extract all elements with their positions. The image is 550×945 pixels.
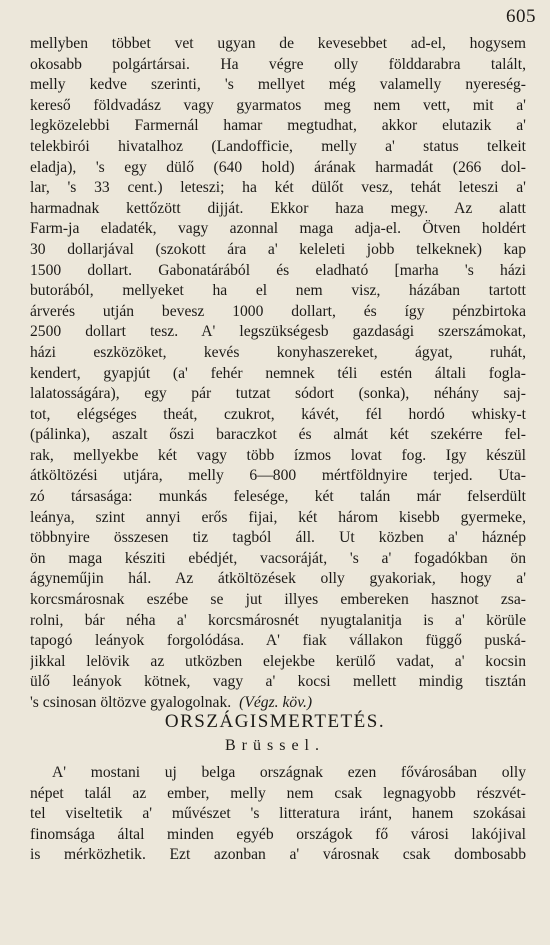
text-line: melly kedve szerinti, 's mellyet még valamelly nyereség-: [30, 76, 526, 94]
text-line: jikkal lelövik az utközben elejekbe kerülő vadat, a' kocsin: [30, 652, 526, 670]
text-line: rolni, bár néha a' korcsmárosnét nyugtalanitja is a' körüle: [30, 611, 526, 629]
text-line: okosabb polgártársai. Ha végre olly földdarabra talált,: [30, 55, 526, 73]
text-line: kereső földvadász vagy gyarmatos meg nem vett, mit a': [30, 96, 526, 114]
text-line: korcsmárosnak eszébe se jut illyes embereken hasznot zsa-: [30, 591, 526, 609]
text-line: ágyneműjin hál. Az átköltözések olly gyakoriak, hogy a': [30, 570, 526, 588]
text-line: lar, 's 33 cent.) leteszi; ha két dülőt vesz, tehát leteszi a': [30, 179, 526, 197]
last-line-text: 's csinosan öltözve gyalogolnak.: [30, 694, 232, 711]
text-line: (pálinka), aszalt őszi baraczkot és almát két szekérre fel-: [30, 426, 526, 444]
text-line: zó társasága: munkás felesége, két talán már felserdült: [30, 488, 526, 506]
text-line: kendert, gyapjút (a' fehér nemnek téli estén általi fogla-: [30, 364, 526, 382]
text-line: népet talál az ember, melly nem csak legnagyobb részvét-: [30, 784, 526, 802]
text-line: finomsága által minden egyéb országok fő városi lakójival: [30, 825, 526, 843]
text-line: butorából, mellyeket ha el nem visz, házában tartott: [30, 282, 526, 300]
text-line: ön maga késziti ebédjét, vacsoráját, 's a' fogadókban ön: [30, 549, 526, 567]
paragraph-brussels: [30, 763, 526, 866]
text-line: tapogó leányok forgolódása. A' fiak vállakon függő puská-: [30, 632, 526, 650]
text-line: Farm-ja eladaték, vagy azonnal maga adja-el. Ötven holdért: [30, 220, 526, 238]
page-number: 605: [506, 6, 536, 27]
text-line: legközelebbi Farmernál hamar megtudhat, akkor elutazik a': [30, 117, 526, 135]
text-line: árverés utján bevesz 1000 dollart, és így pénzbirtoka: [30, 302, 526, 320]
text-line: harmadnak kettőzött dijját. Ekkor haza megy. Az alatt: [30, 199, 526, 217]
paragraph-farmer-migration: [30, 34, 526, 714]
text-line: házi eszközöket, kevés konyhaszereket, ágyat, ruhát,: [30, 343, 526, 361]
section-subheading: Brüssel.: [225, 737, 325, 754]
text-line: tel viseltetik a' művészet 's litteratura iránt, hanem szokásai: [30, 805, 526, 823]
text-line: 2500 dollart tesz. A' legszükségesb gazdasági szerszámokat,: [30, 323, 526, 341]
text-line: lalatosságára), egy pár tutzat sódort (sonka), néhány saj-: [30, 385, 526, 403]
text-line: 1500 dollart. Gabonatárából és eladható [marha 's házi: [30, 261, 526, 279]
text-line: tot, elégséges theát, czukrot, kávét, fél hordó whisky-t: [30, 405, 526, 423]
text-line: többnyire összesen tiz tagból áll. Ut közben a' háznép: [30, 529, 526, 547]
text-line: mellyben többet vet ugyan de kevesebbet ad-el, hogysem: [30, 35, 526, 52]
text-line: ülő leányok kötnek, vagy a' kocsi mellett mindig tisztán: [30, 673, 526, 691]
section-heading: ORSZÁGISMERTETÉS.: [164, 711, 386, 732]
continuation-note: (Végz. köv.): [239, 694, 313, 711]
text-line: átköltözési utjára, melly 6—800 mértföldnyire terjed. Uta-: [30, 467, 526, 485]
text-line: A' mostani uj belga országnak ezen fővárosában olly: [52, 764, 526, 781]
text-line: 30 dollarjával (szokott ára a' keleleti jobb telkeknek) kap: [30, 240, 526, 258]
text-line: eladja), 's egy dülő (640 hold) árának harmadát (266 dol-: [30, 158, 526, 176]
text-line: leánya, szint annyi erős fijai, két három kisebb gyermeke,: [30, 508, 526, 526]
text-line: telekbirói hivatalhoz (Landofficie, melly a' status telkeit: [30, 137, 526, 155]
text-line: is mérközhetik. Ezt azonban a' városnak csak dombosabb: [30, 846, 526, 864]
text-line: rak, mellyekbe két vagy több ízmos lovat fog. Igy készül: [30, 446, 526, 464]
